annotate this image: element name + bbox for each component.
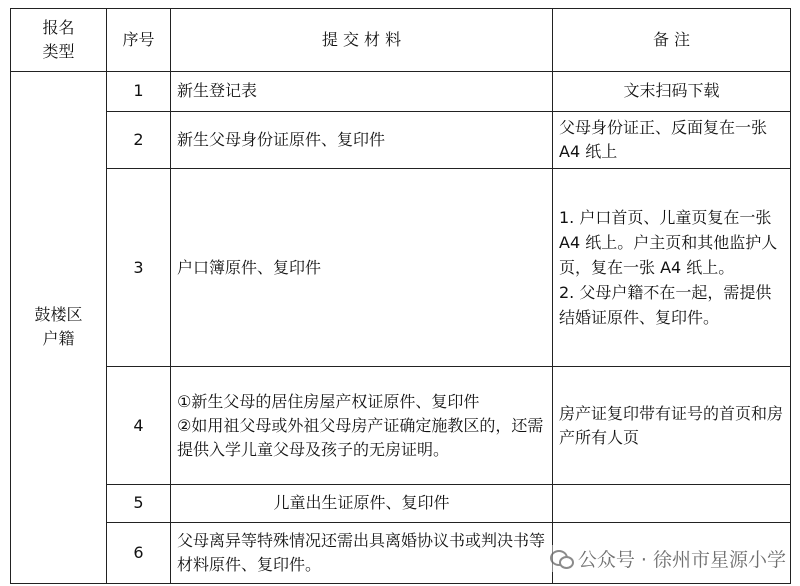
remarks-cell: 父母身份证正、反面复在一张 A4 纸上 (553, 112, 791, 169)
materials-cell: 父母离异等特殊情况还需出具离婚协议书或判决书等材料原件、复印件。 (171, 523, 553, 584)
row-number: 1 (107, 71, 171, 111)
wechat-icon (550, 550, 572, 568)
remarks-list-item: 2. 父母户籍不在一起，需提供结婚证原件、复印件。 (559, 283, 772, 328)
header-remarks: 备 注 (553, 9, 791, 72)
remarks-cell: 房产证复印带有证号的首页和房产所有人页 (553, 367, 791, 484)
row-number: 5 (107, 484, 171, 522)
remarks-cell (553, 484, 791, 522)
materials-cell: 新生父母身份证原件、复印件 (171, 112, 553, 169)
remarks-list-item: 1. 户口首页、儿童页复在一张 A4 纸上。户主页和其他监护人页，复在一张 A4 纸上。 (559, 208, 778, 278)
table-header-row (11, 9, 791, 72)
table-row (11, 71, 791, 111)
table-row (11, 112, 791, 169)
table-row (11, 168, 791, 366)
row-number: 3 (107, 168, 171, 366)
materials-cell: 户口簿原件、复印件 (171, 168, 553, 366)
table-row (11, 367, 791, 484)
watermark (550, 545, 786, 572)
remarks-cell: 文末扫码下载 (553, 71, 791, 111)
materials-cell: 儿童出生证原件、复印件 (171, 484, 553, 522)
watermark-text: 公众号 · 徐州市星源小学 (577, 549, 786, 571)
category-cell: 鼓楼区 户籍 (11, 71, 107, 583)
row-number: 2 (107, 112, 171, 169)
row-number: 6 (107, 523, 171, 584)
materials-list-item: ①新生父母的居住房屋产权证原件、复印件 (177, 391, 480, 411)
table-row (11, 484, 791, 522)
header-type: 报名 类型 (11, 9, 107, 72)
row-number: 4 (107, 367, 171, 484)
header-materials: 提 交 材 料 (171, 9, 553, 72)
materials-list-item: ②如用祖父母或外祖父母房产证确定施教区的，还需提供入学儿童父母及孩子的无房证明。 (177, 415, 544, 459)
remarks-cell (553, 168, 791, 366)
materials-table (10, 8, 791, 584)
materials-cell: 新生登记表 (171, 71, 553, 111)
header-number: 序号 (107, 9, 171, 72)
materials-cell (171, 367, 553, 484)
